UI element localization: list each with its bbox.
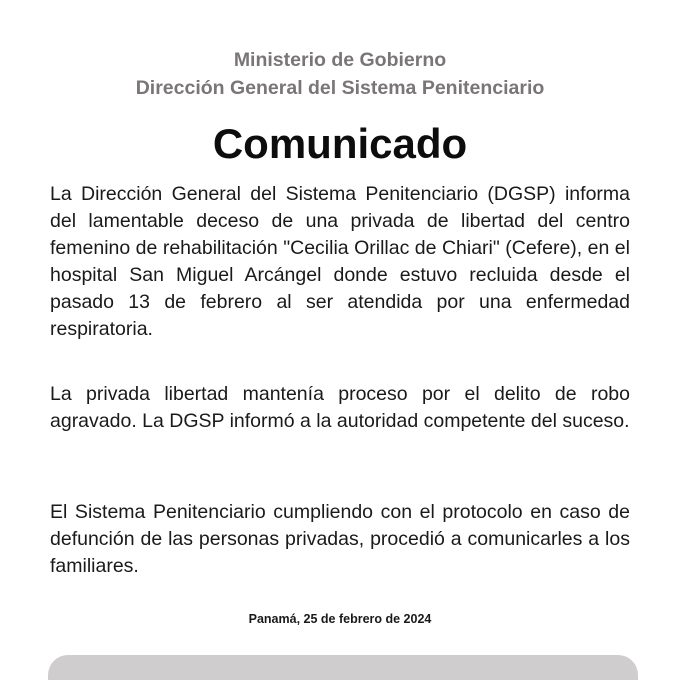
footer-band xyxy=(48,655,638,680)
paragraph-1: La Dirección General del Sistema Penitenciario (DGSP) informa del lamentable deceso de una privada de libertad del centro femenino de rehabilitación "Cecilia Orillac de Chiari" (Cefere), en el hospital San Miguel Arcángel donde estuvo recluida desde el pasado 13 de febrero al ser atendida por una enfermedad respiratoria. xyxy=(50,183,630,340)
date-line: Panamá, 25 de febrero de 2024 xyxy=(248,612,432,626)
paragraph-3: El Sistema Penitenciario cumpliendo con el protocolo en caso de defunción de las personas privadas, procedió a comunicarles a los familiares. xyxy=(50,501,630,577)
ministry-name: Ministerio de Gobierno xyxy=(233,49,447,71)
issuer-header xyxy=(0,46,680,102)
directorate-name: Dirección General del Sistema Penitenciario xyxy=(135,77,545,99)
paragraph-2: La privada libertad mantenía proceso por el delito de robo agravado. La DGSP informó a la autoridad competente del suceso. xyxy=(50,383,630,432)
document-title: Comunicado xyxy=(212,120,468,167)
